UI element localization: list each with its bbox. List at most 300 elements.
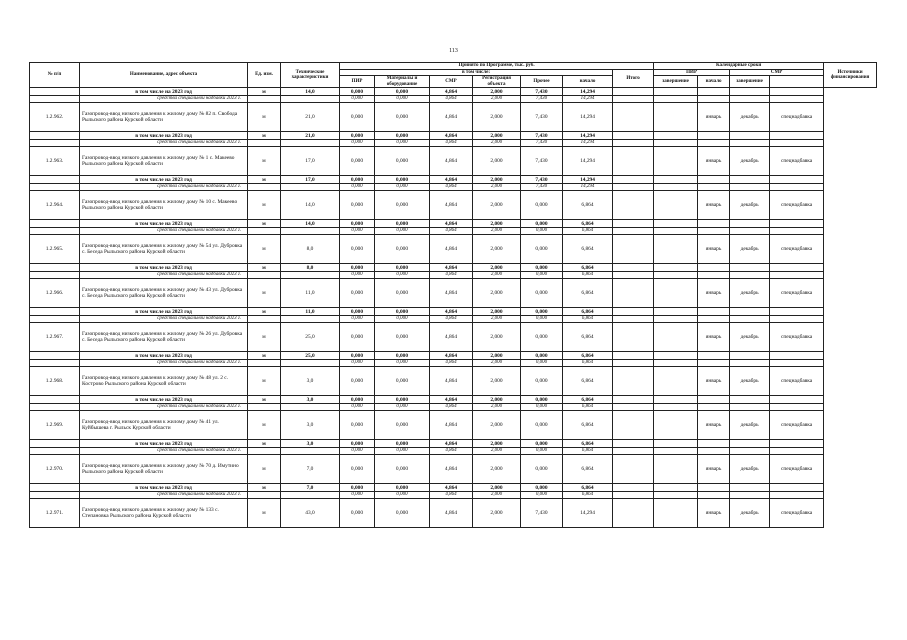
cell-pir-end	[654, 235, 698, 264]
cell-unit	[248, 360, 281, 367]
cell-code: 1.2.966.	[30, 279, 80, 308]
cell-smr-end: декабрь	[730, 455, 770, 484]
funding-label: средства специальной надбавки 2023 г.	[80, 360, 248, 367]
subtotal-row	[30, 352, 877, 360]
cell-pir: 0,000	[340, 448, 375, 455]
cell-materials: 0,000	[375, 499, 430, 528]
cell-reg: 2,000	[473, 88, 521, 96]
cell-pir-start	[613, 235, 654, 264]
cell-tech	[281, 272, 340, 279]
subtotal-row	[30, 176, 877, 184]
cell-pir-start	[613, 411, 654, 440]
cell-empty	[730, 176, 770, 184]
cell-empty	[613, 228, 654, 235]
funding-label: средства специальной надбавки 2023 г.	[80, 140, 248, 147]
cell-pir: 0,000	[340, 492, 375, 499]
cell-reg: 2,000	[473, 103, 521, 132]
cell-empty	[698, 448, 730, 455]
cell-materials: 0,000	[375, 191, 430, 220]
cell-pir-start	[613, 103, 654, 132]
cell-other: 0,000	[521, 411, 563, 440]
cell-empty	[613, 272, 654, 279]
header-smr: СМР	[430, 76, 473, 88]
table-header	[30, 63, 877, 88]
cell-code: 1.2.962.	[30, 103, 80, 132]
cell-empty	[698, 88, 730, 96]
cell-materials: 0,000	[375, 396, 430, 404]
cell-empty	[654, 316, 698, 323]
cell-empty	[770, 484, 824, 492]
cell-smr-start: январь	[698, 455, 730, 484]
cell-empty	[770, 184, 824, 191]
cell-total: 6,864	[563, 191, 613, 220]
cell-total: 6,864	[563, 323, 613, 352]
cell-reg: 2,000	[473, 360, 521, 367]
cell-unit	[248, 96, 281, 103]
cell-empty	[613, 484, 654, 492]
cell-other: 0,000	[521, 220, 563, 228]
cell-code	[30, 484, 80, 492]
cell-other: 0,000	[521, 228, 563, 235]
cell-tech: 7,0	[281, 455, 340, 484]
cell-smr: 4,864	[430, 132, 473, 140]
subtotal-label: в том числе на 2023 год	[80, 352, 248, 360]
cell-total: 6,864	[563, 396, 613, 404]
cell-total: 14,294	[563, 96, 613, 103]
cell-smr: 4,864	[430, 103, 473, 132]
subtotal-row	[30, 308, 877, 316]
cell-unit: м	[248, 499, 281, 528]
cell-name: Газопровод-ввод низкого давления к жилому дому № 133 с. Степановка Рыльского района Курской области	[80, 499, 248, 528]
funding-label: средства специальной надбавки 2023 г.	[80, 404, 248, 411]
cell-code: 1.2.971.	[30, 499, 80, 528]
cell-other: 0,000	[521, 352, 563, 360]
cell-empty	[654, 440, 698, 448]
cell-pir: 0,000	[340, 308, 375, 316]
cell-code	[30, 264, 80, 272]
cell-empty	[730, 352, 770, 360]
cell-reg: 2,000	[473, 279, 521, 308]
cell-materials: 0,000	[375, 103, 430, 132]
cell-smr: 4,864	[430, 235, 473, 264]
cell-reg: 2,000	[473, 191, 521, 220]
cell-tech: 14,0	[281, 88, 340, 96]
cell-code: 1.2.964.	[30, 191, 80, 220]
subtotal-row	[30, 88, 877, 96]
cell-empty	[698, 132, 730, 140]
cell-smr: 4,864	[430, 316, 473, 323]
cell-code	[30, 396, 80, 404]
funding-label: средства специальной надбавки 2023 г.	[80, 228, 248, 235]
subtotal-label: в том числе на 2023 год	[80, 396, 248, 404]
cell-unit	[248, 316, 281, 323]
cell-unit	[248, 140, 281, 147]
cell-pir-start	[613, 279, 654, 308]
cell-smr: 4,864	[430, 440, 473, 448]
cell-other: 0,000	[521, 492, 563, 499]
cell-other: 7,430	[521, 140, 563, 147]
cell-materials: 0,000	[375, 132, 430, 140]
cell-smr-end: декабрь	[730, 367, 770, 396]
cell-code	[30, 316, 80, 323]
subtotal-label: в том числе на 2023 год	[80, 308, 248, 316]
cell-empty	[770, 272, 824, 279]
subtotal-label: в том числе на 2023 год	[80, 484, 248, 492]
cell-total: 6,864	[563, 484, 613, 492]
cell-empty	[613, 404, 654, 411]
funding-row	[30, 272, 877, 279]
cell-smr-start: январь	[698, 411, 730, 440]
cell-smr: 4,864	[430, 264, 473, 272]
cell-funding: спецнадбавка	[770, 103, 824, 132]
cell-funding: спецнадбавка	[770, 499, 824, 528]
cell-pir-end	[654, 103, 698, 132]
cell-smr: 4,864	[430, 396, 473, 404]
cell-empty	[613, 132, 654, 140]
cell-other: 7,430	[521, 132, 563, 140]
cell-tech: 3,0	[281, 440, 340, 448]
cell-pir: 0,000	[340, 455, 375, 484]
cell-unit	[248, 492, 281, 499]
cell-other: 7,430	[521, 499, 563, 528]
cell-empty	[698, 140, 730, 147]
header-name: Наименование, адрес объекта	[80, 63, 248, 88]
cell-smr-start: январь	[698, 367, 730, 396]
cell-pir: 0,000	[340, 279, 375, 308]
header-total: Итого	[613, 69, 654, 88]
cell-empty	[730, 184, 770, 191]
cell-pir: 0,000	[340, 147, 375, 176]
cell-other: 0,000	[521, 279, 563, 308]
cell-materials: 0,000	[375, 404, 430, 411]
table-row	[30, 411, 877, 440]
cell-empty	[613, 220, 654, 228]
cell-code	[30, 492, 80, 499]
subtotal-row	[30, 440, 877, 448]
cell-pir: 0,000	[340, 316, 375, 323]
cell-empty	[698, 396, 730, 404]
header-calendar: Календарные сроки	[654, 63, 824, 70]
cell-empty	[730, 88, 770, 96]
cell-empty	[730, 484, 770, 492]
cell-code	[30, 132, 80, 140]
cell-unit: м	[248, 88, 281, 96]
table-row	[30, 279, 877, 308]
cell-smr: 4,864	[430, 404, 473, 411]
cell-empty	[770, 88, 824, 96]
cell-funding: спецнадбавка	[770, 279, 824, 308]
cell-other: 0,000	[521, 440, 563, 448]
table-row	[30, 103, 877, 132]
cell-empty	[654, 492, 698, 499]
cell-empty	[770, 404, 824, 411]
cell-materials: 0,000	[375, 316, 430, 323]
cell-unit: м	[248, 308, 281, 316]
cell-total: 6,864	[563, 279, 613, 308]
cell-reg: 2,000	[473, 484, 521, 492]
header-pir: ПИР	[340, 76, 375, 88]
cell-pir: 0,000	[340, 191, 375, 220]
cell-unit: м	[248, 279, 281, 308]
cell-name: Газопровод-ввод низкого давления к жилому дому № 10 с. Макеево Рыльского района Курской области	[80, 191, 248, 220]
cell-pir: 0,000	[340, 367, 375, 396]
cell-pir: 0,000	[340, 396, 375, 404]
table-row	[30, 455, 877, 484]
cell-empty	[613, 316, 654, 323]
cell-materials: 0,000	[375, 220, 430, 228]
cell-empty	[698, 264, 730, 272]
cell-tech	[281, 228, 340, 235]
cell-tech: 25,0	[281, 323, 340, 352]
cell-unit: м	[248, 220, 281, 228]
cell-empty	[698, 184, 730, 191]
cell-empty	[654, 360, 698, 367]
cell-other: 0,000	[521, 323, 563, 352]
cell-total: 6,864	[563, 404, 613, 411]
cell-pir: 0,000	[340, 88, 375, 96]
cell-empty	[730, 264, 770, 272]
cell-tech	[281, 184, 340, 191]
cell-total: 6,864	[563, 316, 613, 323]
cell-name: Газопровод-ввод низкого давления к жилому дому № 54 ул. Дубровка с. Беседа Рыльского района Курской области	[80, 235, 248, 264]
cell-pir-end	[654, 411, 698, 440]
cell-name: Газопровод-ввод низкого давления к жилому дому № 26 ул. Дубровка с. Беседа Рыльского района Курской области	[80, 323, 248, 352]
cell-unit	[248, 184, 281, 191]
cell-tech: 14,0	[281, 220, 340, 228]
cell-tech: 11,0	[281, 279, 340, 308]
cell-smr-end: декабрь	[730, 103, 770, 132]
cell-smr: 4,864	[430, 367, 473, 396]
cell-materials: 0,000	[375, 448, 430, 455]
subtotal-label: в том числе на 2023 год	[80, 220, 248, 228]
cell-empty	[654, 484, 698, 492]
cell-code	[30, 448, 80, 455]
cell-empty	[613, 492, 654, 499]
cell-total: 14,294	[563, 103, 613, 132]
header-unit: Ед. изм.	[248, 63, 281, 88]
cell-unit: м	[248, 367, 281, 396]
cell-reg: 2,000	[473, 448, 521, 455]
table-row	[30, 499, 877, 528]
cell-pir: 0,000	[340, 176, 375, 184]
cell-reg: 2,000	[473, 96, 521, 103]
cell-empty	[730, 272, 770, 279]
cell-smr: 4,864	[430, 184, 473, 191]
header-incl: в том числе:	[340, 69, 613, 76]
cell-empty	[654, 448, 698, 455]
cell-tech: 3,0	[281, 411, 340, 440]
cell-name: Газопровод-ввод низкого давления к жилому дому № 43 ул. Дубровка с. Беседа Рыльского района Курской области	[80, 279, 248, 308]
header-pir-start: начало	[563, 76, 613, 88]
cell-tech: 17,0	[281, 147, 340, 176]
cell-empty	[770, 228, 824, 235]
cell-unit: м	[248, 484, 281, 492]
cell-empty	[613, 352, 654, 360]
cell-smr: 4,864	[430, 308, 473, 316]
cell-total: 6,864	[563, 411, 613, 440]
cell-name: Газопровод-ввод низкого давления к жилому дому № 48 ул. 2 с. Кострово Рыльского района Курской области	[80, 367, 248, 396]
cell-smr: 4,864	[430, 176, 473, 184]
cell-materials: 0,000	[375, 484, 430, 492]
cell-pir-end	[654, 499, 698, 528]
cell-empty	[613, 360, 654, 367]
cell-empty	[654, 352, 698, 360]
cell-smr: 4,864	[430, 484, 473, 492]
cell-materials: 0,000	[375, 279, 430, 308]
cell-empty	[770, 360, 824, 367]
table-row	[30, 323, 877, 352]
cell-funding: спецнадбавка	[770, 367, 824, 396]
cell-funding: спецнадбавка	[770, 411, 824, 440]
cell-total: 6,864	[563, 352, 613, 360]
cell-pir-start	[613, 191, 654, 220]
cell-empty	[730, 228, 770, 235]
cell-pir-start	[613, 455, 654, 484]
header-pir-end: завершение	[654, 76, 698, 88]
cell-reg: 2,000	[473, 455, 521, 484]
cell-reg: 2,000	[473, 352, 521, 360]
cell-tech: 8,0	[281, 235, 340, 264]
cell-materials: 0,000	[375, 176, 430, 184]
cell-smr-start: январь	[698, 323, 730, 352]
cell-total: 6,864	[563, 308, 613, 316]
cell-pir: 0,000	[340, 103, 375, 132]
cell-other: 0,000	[521, 360, 563, 367]
cell-unit	[248, 448, 281, 455]
cell-name: Газопровод-ввод низкого давления к жилому дому № 82 п. Свобода Рыльского района Курской области	[80, 103, 248, 132]
cell-total: 14,294	[563, 176, 613, 184]
cell-empty	[613, 184, 654, 191]
cell-unit: м	[248, 132, 281, 140]
cell-empty	[698, 484, 730, 492]
subtotal-label: в том числе на 2023 год	[80, 88, 248, 96]
cell-other: 7,430	[521, 88, 563, 96]
cell-empty	[730, 308, 770, 316]
cell-pir: 0,000	[340, 132, 375, 140]
cell-code	[30, 228, 80, 235]
cell-code	[30, 88, 80, 96]
header-reg: Регистрация объекта	[473, 76, 521, 88]
cell-total: 14,294	[563, 499, 613, 528]
cell-smr: 4,864	[430, 228, 473, 235]
cell-empty	[730, 316, 770, 323]
cell-other: 0,000	[521, 396, 563, 404]
cell-total: 6,864	[563, 235, 613, 264]
cell-tech: 43,0	[281, 499, 340, 528]
cell-pir: 0,000	[340, 184, 375, 191]
cell-other: 0,000	[521, 308, 563, 316]
cell-materials: 0,000	[375, 235, 430, 264]
cell-tech	[281, 360, 340, 367]
cell-pir: 0,000	[340, 228, 375, 235]
cell-code	[30, 308, 80, 316]
cell-pir-start	[613, 147, 654, 176]
cell-smr: 4,864	[430, 96, 473, 103]
cell-empty	[770, 132, 824, 140]
cell-tech: 21,0	[281, 103, 340, 132]
subtotal-label: в том числе на 2023 год	[80, 176, 248, 184]
cell-name: Газопровод-ввод низкого давления к жилому дому № 1 с. Макеево Рыльского района Курской области	[80, 147, 248, 176]
cell-code	[30, 184, 80, 191]
cell-code: 1.2.968.	[30, 367, 80, 396]
cell-funding: спецнадбавка	[770, 147, 824, 176]
header-program: Принято по Программе, тыс. руб.	[340, 63, 654, 70]
cell-total: 6,864	[563, 360, 613, 367]
cell-pir-end	[654, 279, 698, 308]
cell-empty	[730, 140, 770, 147]
cell-empty	[698, 404, 730, 411]
cell-unit	[248, 228, 281, 235]
cell-smr-start: январь	[698, 191, 730, 220]
cell-smr: 4,864	[430, 411, 473, 440]
cell-materials: 0,000	[375, 411, 430, 440]
cell-total: 6,864	[563, 367, 613, 396]
cell-smr: 4,864	[430, 455, 473, 484]
funding-label: средства специальной надбавки 2023 г.	[80, 272, 248, 279]
cell-unit: м	[248, 396, 281, 404]
cell-empty	[613, 96, 654, 103]
cell-empty	[613, 440, 654, 448]
cell-empty	[613, 396, 654, 404]
cell-smr-end: декабрь	[730, 147, 770, 176]
cell-pir: 0,000	[340, 352, 375, 360]
cell-materials: 0,000	[375, 352, 430, 360]
cell-code	[30, 360, 80, 367]
cell-materials: 0,000	[375, 308, 430, 316]
funding-row	[30, 96, 877, 103]
cell-empty	[613, 308, 654, 316]
cell-reg: 2,000	[473, 308, 521, 316]
cell-name: Газопровод-ввод низкого давления к жилому дому № 41 ул. Куйбышева г. Рыльск Курской области	[80, 411, 248, 440]
cell-total: 14,294	[563, 147, 613, 176]
cell-empty	[698, 352, 730, 360]
cell-smr: 4,864	[430, 448, 473, 455]
cell-smr-end: декабрь	[730, 191, 770, 220]
cell-empty	[654, 96, 698, 103]
cell-empty	[770, 316, 824, 323]
cell-tech	[281, 404, 340, 411]
cell-smr-end: декабрь	[730, 499, 770, 528]
cell-reg: 2,000	[473, 411, 521, 440]
cell-pir: 0,000	[340, 323, 375, 352]
funding-label: средства специальной надбавки 2023 г.	[80, 96, 248, 103]
header-cal-pir: ПИР	[654, 69, 730, 76]
cell-empty	[730, 404, 770, 411]
subtotal-label: в том числе на 2023 год	[80, 440, 248, 448]
cell-reg: 2,000	[473, 492, 521, 499]
cell-code: 1.2.965.	[30, 235, 80, 264]
funding-row	[30, 140, 877, 147]
cell-reg: 2,000	[473, 316, 521, 323]
cell-other: 7,430	[521, 184, 563, 191]
cell-smr: 4,864	[430, 272, 473, 279]
cell-smr-start: январь	[698, 103, 730, 132]
cell-code	[30, 352, 80, 360]
cell-reg: 2,000	[473, 140, 521, 147]
cell-tech	[281, 492, 340, 499]
cell-total: 6,864	[563, 440, 613, 448]
cell-reg: 2,000	[473, 228, 521, 235]
cell-empty	[730, 96, 770, 103]
cell-empty	[698, 220, 730, 228]
cell-other: 0,000	[521, 367, 563, 396]
cell-other: 7,430	[521, 176, 563, 184]
cell-empty	[730, 448, 770, 455]
cell-empty	[613, 448, 654, 455]
cell-smr-end: декабрь	[730, 235, 770, 264]
cell-empty	[654, 228, 698, 235]
cell-materials: 0,000	[375, 96, 430, 103]
